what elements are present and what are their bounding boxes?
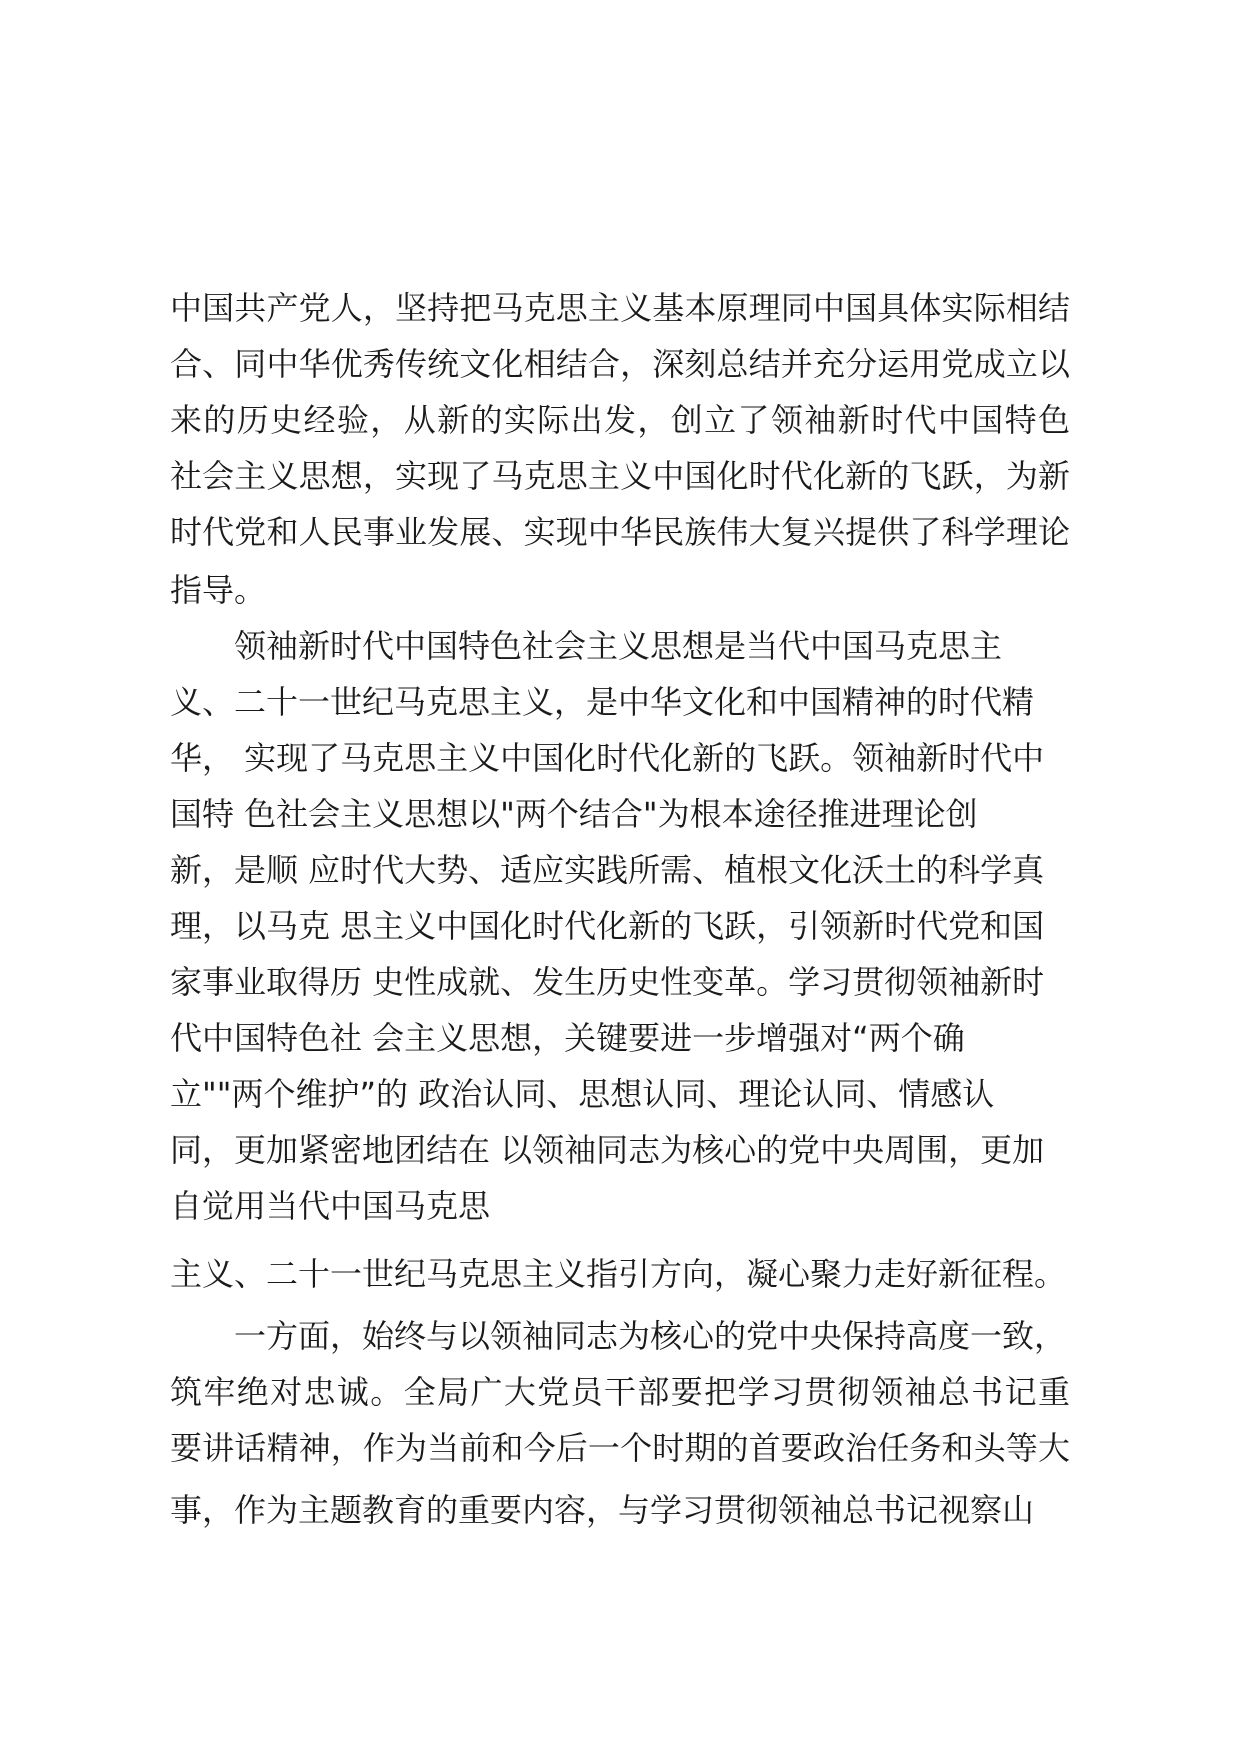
text-line: 立""两个维护”的 政治认同、思想认同、理论认同、情感认 (170, 1075, 995, 1113)
text-line: 理，以马克 思主义中国化时代化新的飞跃，引领新时代党和国 (170, 907, 1045, 945)
text-line: 家事业取得历 史性成就、发生历史性变革。学习贯彻领袖新时 (170, 963, 1045, 1001)
paragraph-first-line: 一方面，始终与以领袖同志为核心的党中央保持高度一致， (234, 1317, 1067, 1355)
text-line: 义、二十一世纪马克思主义，是中华文化和中国精神的时代精 (170, 683, 1035, 721)
text-line: 新，是顺 应时代大势、适应实践所需、植根文化沃土的科学真 (170, 851, 1045, 889)
paragraph-first-line: 领袖新时代中国特色社会主义思想是当代中国马克思主 (234, 627, 1003, 665)
text-line: 时代党和人民事业发展、实现中华民族伟大复兴提供了科学理论 (170, 513, 1070, 551)
text-line: 华， 实现了马克思主义中国化时代化新的飞跃。领袖新时代中 (170, 739, 1045, 777)
text-line: 同，更加紧密地团结在 以领袖同志为核心的党中央周围，更加 (170, 1131, 1045, 1169)
text-line: 主义、二十一世纪马克思主义指引方向，凝心聚力走好新征程。 (170, 1255, 1067, 1293)
text-line: 自觉用当代中国马克思 (170, 1187, 491, 1225)
text-line: 指导。 (170, 571, 267, 609)
text-line: 合、同中华优秀传统文化相结合，深刻总结并充分运用党成立以 (170, 345, 1070, 383)
text-line: 国特 色社会主义思想以"两个结合"为根本途径推进理论创 (170, 795, 978, 833)
text-line: 事，作为主题教育的重要内容，与学习贯彻领袖总书记视察山 (170, 1491, 1035, 1529)
text-line: 要讲话精神，作为当前和今后一个时期的首要政治任务和头等大 (170, 1429, 1070, 1467)
text-line: 筑牢绝对忠诚。全局广大党员干部要把学习贯彻领袖总书记重 (170, 1373, 1070, 1411)
text-line: 代中国特色社 会主义思想，关键要进一步增强对“两个确 (170, 1019, 965, 1057)
text-line: 社会主义思想，实现了马克思主义中国化时代化新的飞跃，为新 (170, 457, 1070, 495)
text-line: 来的历史经验，从新的实际出发，创立了领袖新时代中国特色 (170, 401, 1070, 439)
text-line: 中国共产党人，坚持把马克思主义基本原理同中国具体实际相结 (170, 289, 1070, 327)
